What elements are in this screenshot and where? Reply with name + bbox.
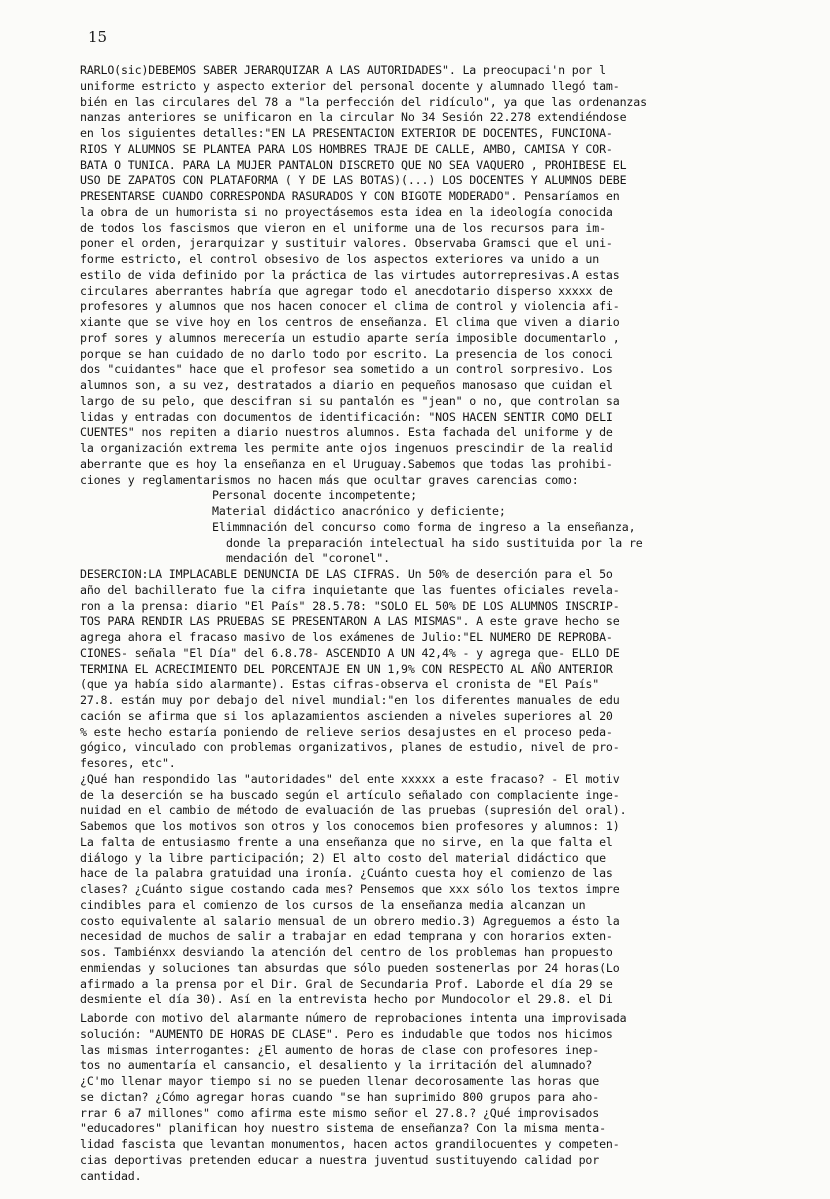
text-line: Laborde con motivo del alarmante número de reprobaciones intenta una improvisada <box>80 1011 627 1025</box>
text-line: ron a la prensa: diario "El País" 28.5.78: "SOLO EL 50% DE LOS ALUMNOS INSCRIP- <box>80 598 620 613</box>
text-line: donde la preparación intelectual ha sido sustituida por la re <box>226 535 643 550</box>
text-line: agrega ahora el fracaso masivo de los exámenes de Julio:"EL NUMERO DE REPROBA- <box>80 630 613 644</box>
text-line: afirmado a la prensa por el Dir. Gral de Secundaria Prof. Laborde el día 29 se <box>80 976 613 991</box>
text-line: nanzas anteriores se unificaron en la circular No 34 Sesión 22.278 extendiéndose <box>80 110 627 125</box>
text-line: circulares aberrantes habría que agregar todo el anecdotario disperso xxxxx de <box>80 283 613 298</box>
text-line: BATA O TUNICA. PARA LA MUJER PANTALON DISCRETO QUE NO SEA VAQUERO , PROHIBESE EL <box>80 157 627 172</box>
text-line: TOS PARA RENDIR LAS PRUEBAS SE PRESENTARON A LAS MISMAS". A este grave hecho se <box>80 614 620 629</box>
text-line: RARLO(sic)DEBEMOS SABER JERARQUIZAR A LAS AUTORIDADES". La preocupaci'n por l <box>80 63 606 77</box>
text-line: cación se afirma que si los aplazamientos ascienden a niveles superiores al 20 <box>80 708 613 723</box>
text-line: 27.8. están muy por debajo del nivel mundial:"en los diferentes manuales de edu <box>80 693 620 707</box>
text-line: uniforme estricto y aspecto exterior del personal docente y alumnado llegó tam- <box>80 78 620 93</box>
text-line: CIONES- señala "El Día" del 6.8.78- ASCENDIO A UN 42,4% - y agrega que- ELLO DE <box>80 645 620 660</box>
text-line: "educadores" planifican hoy nuestro sistema de enseñanza? Con la misma menta- <box>80 1121 606 1136</box>
text-line: se dictan? ¿Cómo agregar horas cuando "se han suprimido 800 grupos para aho- <box>80 1089 600 1104</box>
text-line: cantidad. <box>80 1168 142 1183</box>
text-line: lidad fascista que levantan monumentos, hacen actos grandilocuentes y competen- <box>80 1137 620 1151</box>
text-line: lidas y entradas con documentos de identificación: "NOS HACEN SENTIR COMO DELI <box>80 409 613 424</box>
text-line: largo de su pelo, que descifran si su pantalón es "jean" o no, que controlan sa <box>80 393 620 408</box>
text-line: Elimmnación del concurso como forma de ingreso a la enseñanza, <box>212 519 636 534</box>
text-line: nuidad en el cambio de método de evaluación de las pruebas (supresión del oral). <box>80 803 627 818</box>
text-line: porque se han cuidado de no darlo todo por escrito. La presencia de los conoci <box>80 346 613 361</box>
text-line: USO DE ZAPATOS CON PLATAFORMA ( Y DE LAS BOTAS)(...) LOS DOCENTES Y ALUMNOS DEBE <box>80 173 627 188</box>
text-line: estilo de vida definido por la práctica de las virtudes autorrepresivas.A estas <box>80 267 620 282</box>
text-line: la organización extrema les permite ante ojos ingenuos prescindir de la realid <box>80 441 613 455</box>
text-line: mendación del "coronel". <box>226 551 390 566</box>
text-line: las mismas interrogantes: ¿El aumento de horas de clase con profesores inep- <box>80 1042 600 1057</box>
text-line: TERMINA EL ACRECIMIENTO DEL PORCENTAJE EN UN 1,9% CON RESPECTO AL AÑO ANTERIOR <box>80 661 613 676</box>
text-line: xiante que se vive hoy en los centros de enseñanza. El clima que viven a diario <box>80 315 620 329</box>
text-line: gógico, vinculado con problemas organizativos, planes de estudio, nivel de pro- <box>80 740 620 755</box>
text-line: tos no aumentaría el cansancio, el desaliento y la irritación del alumnado? <box>80 1058 593 1073</box>
page-number: 15 <box>88 28 108 46</box>
text-line: CUENTES" nos repiten a diario nuestros alumnos. Esta fachada del uniforme y de <box>80 425 613 440</box>
text-line: año del bachillerato fue la cifra inquietante que las fuentes oficiales revela- <box>80 582 620 597</box>
text-line: cias deportivas pretenden educar a nuestra juventud sustituyendo calidad por <box>80 1152 600 1167</box>
text-line: en los siguientes detalles:"EN LA PRESENTACION EXTERIOR DE DOCENTES, FUNCIONA- <box>80 126 613 140</box>
text-line: bién en las circulares del 78 a "la perfección del ridículo", ya que las ordenanzas <box>80 94 647 109</box>
text-line: (que ya había sido alarmante). Estas cifras-observa el cronista de "El País" <box>80 677 600 692</box>
text-line: prof sores y alumnos merecería un estudio aparte sería imposible documentarlo , <box>80 330 620 345</box>
text-line: RIOS Y ALUMNOS SE PLANTEA PARA LOS HOMBRES TRAJE DE CALLE, AMBO, CAMISA Y COR- <box>80 141 613 156</box>
text-line: enmiendas y soluciones tan absurdas que sólo pueden sostenerlas por 24 horas(Lo <box>80 960 620 975</box>
text-line: ¿C'mo llenar mayor tiempo si no se pueden llenar decorosamente las horas que <box>80 1074 600 1088</box>
text-line: alumnos son, a su vez, destratados a diario en pequeños manosaso que cuidan el <box>80 378 613 392</box>
text-line: La falta de entusiasmo frente a una enseñanza que no sirve, en la que falta el <box>80 834 613 849</box>
text-line: costo equivalente al salario mensual de un obrero medio.3) Agreguemos a ésto la <box>80 913 620 928</box>
text-line: cindibles para el comienzo de los cursos de la enseñanza media alcanzan un <box>80 897 586 912</box>
text-line: clases? ¿Cuánto sigue costando cada mes? Pensemos que xxx sólo los textos impre <box>80 882 620 896</box>
typewritten-body-text <box>80 63 802 1184</box>
text-line: dos "cuidantes" hace que el profesor sea sometido a un control sorpresivo. Los <box>80 362 613 377</box>
text-line: rrar 6 a7 millones" como afirma este mismo señor el 27.8.? ¿Qué improvisados <box>80 1105 600 1120</box>
text-line: diálogo y la libre participación; 2) El alto costo del material didáctico que <box>80 850 606 865</box>
text-line: % este hecho estaría poniendo de relieve serios desajustes en el proceso peda- <box>80 724 613 739</box>
text-line: la obra de un humorista si no proyectásemos esta idea en la ideología conocida <box>80 204 613 219</box>
text-line: de la deserción se ha buscado según el artículo señalado con complaciente inge- <box>80 787 620 802</box>
text-line: poner el orden, jerarquizar y sustituir valores. Observaba Gramsci que el uni- <box>80 236 613 251</box>
text-line: necesidad de muchos de salir a trabajar en edad temprana y con horarios exten- <box>80 929 613 944</box>
text-line: aberrante que es hoy la enseñanza en el Uruguay.Sabemos que todas las prohibi- <box>80 456 613 471</box>
text-line: solución: "AUMENTO DE HORAS DE CLASE". Pero es indudable que todos nos hicimos <box>80 1026 613 1041</box>
text-line: sos. Tambiénxx desviando la atención del centro de los problemas han propuesto <box>80 945 613 959</box>
text-line: profesores y alumnos que nos hacen conocer el clima de control y violencia afi- <box>80 299 620 314</box>
text-line: hace de la palabra gratuidad una ironía. ¿Cuánto cuesta hoy el comienzo de las <box>80 866 613 881</box>
text-line: ciones y reglamentarismos no hacen más que ocultar graves carencias como: <box>80 472 579 487</box>
text-line: fesores, etc". <box>80 756 176 770</box>
text-line: Sabemos que los motivos son otros y los conocemos bien profesores y alumnos: 1) <box>80 819 620 833</box>
text-line: PRESENTARSE CUANDO CORRESPONDA RASURADOS Y CON BIGOTE MODERADO". Pensaríamos en <box>80 189 620 203</box>
text-line: Material didáctico anacrónico y deficiente; <box>212 504 506 518</box>
text-line: Personal docente incompetente; <box>212 488 417 503</box>
text-line: ¿Qué han respondido las "autoridades" del ente xxxxx a este fracaso? - El motiv <box>80 771 620 786</box>
text-line: de todos los fascismos que vieron en el uniforme una de los recursos para im- <box>80 220 606 235</box>
text-line: desmiente el día 30). Así en la entrevista hecho por Mundocolor el 29.8. el Di <box>80 992 613 1007</box>
text-line: forme estricto, el control obsesivo de los aspectos exteriores va unido a un <box>80 252 600 266</box>
text-line: DESERCION:LA IMPLACABLE DENUNCIA DE LAS CIFRAS. Un 50% de deserción para el 5o <box>80 567 613 581</box>
